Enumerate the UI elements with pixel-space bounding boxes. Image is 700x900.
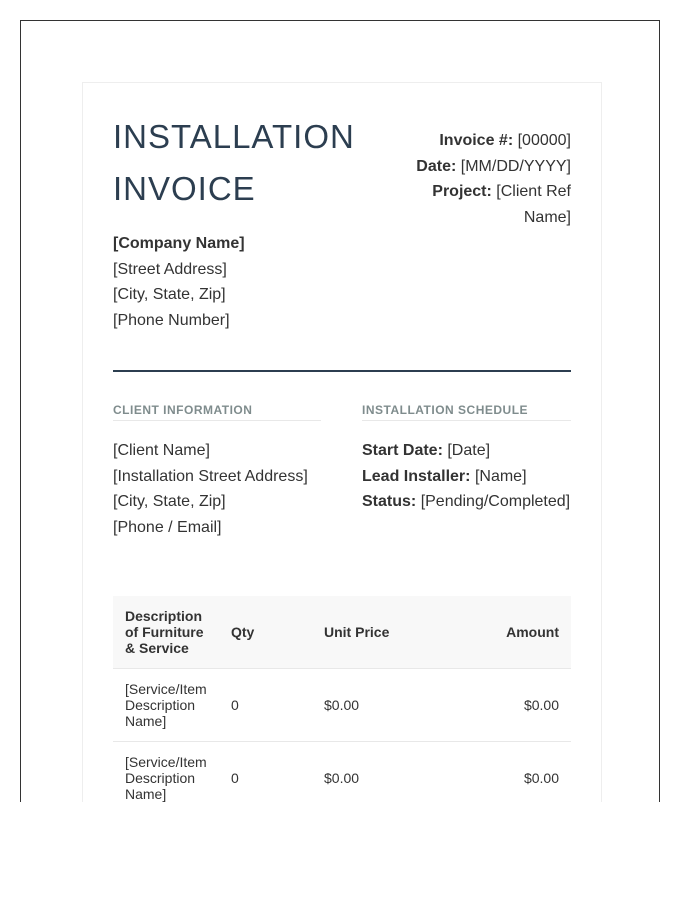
- table-row: [113, 742, 571, 803]
- title-line-1: INSTALLATION: [113, 118, 355, 155]
- lead-installer-label: Lead Installer:: [362, 467, 471, 485]
- invoice-project-label: Project:: [432, 183, 492, 200]
- column-header-qty: Qty: [231, 624, 255, 640]
- client-street: [Installation Street Address]: [113, 467, 308, 485]
- column-header-description: Description of Furniture & Service: [125, 608, 204, 656]
- row-qty: 0: [219, 669, 312, 742]
- row-unit-price: $0.00: [312, 742, 436, 803]
- client-contact: [Phone / Email]: [113, 518, 222, 536]
- invoice-date-value: [MM/DD/YYYY]: [460, 157, 571, 175]
- row-description: [Service/Item Description Name]: [113, 669, 219, 742]
- page-frame: [20, 20, 660, 802]
- invoice-meta: [401, 128, 571, 230]
- invoice-date-line: [401, 154, 571, 180]
- client-section-heading: CLIENT INFORMATION: [113, 403, 321, 421]
- lead-installer-value: [Name]: [474, 467, 527, 485]
- table-header-row: [113, 596, 571, 669]
- company-block: [113, 231, 245, 333]
- row-amount: $0.00: [436, 742, 571, 803]
- start-date-line: [362, 438, 570, 464]
- column-header-amount: Amount: [506, 624, 559, 640]
- invoice-number-value: [00000]: [517, 132, 571, 149]
- schedule-block: [362, 438, 570, 515]
- invoice-number-label: Invoice #:: [439, 132, 514, 149]
- status-label: Status:: [362, 493, 417, 511]
- invoice-sheet: [82, 82, 602, 802]
- company-street: [Street Address]: [113, 260, 227, 278]
- row-unit-price: $0.00: [312, 669, 436, 742]
- column-header-unit-price: Unit Price: [324, 624, 390, 640]
- company-phone: [Phone Number]: [113, 311, 230, 329]
- company-city: [City, State, Zip]: [113, 286, 226, 304]
- table-row: [113, 669, 571, 742]
- invoice-title: [113, 111, 373, 215]
- header-divider: [113, 370, 571, 372]
- company-name: [Company Name]: [113, 235, 245, 252]
- title-line-2: INVOICE: [113, 170, 256, 207]
- invoice-date-label: Date:: [416, 157, 457, 175]
- row-amount: $0.00: [436, 669, 571, 742]
- invoice-number-line: [401, 128, 571, 154]
- row-qty: 0: [219, 742, 312, 803]
- client-block: [113, 438, 308, 540]
- line-items-table: [113, 596, 571, 802]
- status-value: [Pending/Completed]: [420, 493, 571, 511]
- client-name: [Client Name]: [113, 442, 210, 459]
- client-city: [City, State, Zip]: [113, 493, 226, 511]
- schedule-section-heading: INSTALLATION SCHEDULE: [362, 403, 571, 421]
- status-line: [362, 489, 570, 515]
- row-description: [Service/Item Description Name]: [113, 742, 219, 803]
- lead-installer-line: [362, 464, 570, 490]
- start-date-value: [Date]: [447, 442, 491, 459]
- invoice-project-value: [Client Ref Name]: [496, 183, 571, 226]
- invoice-project-line: [401, 179, 571, 230]
- start-date-label: Start Date:: [362, 442, 443, 459]
